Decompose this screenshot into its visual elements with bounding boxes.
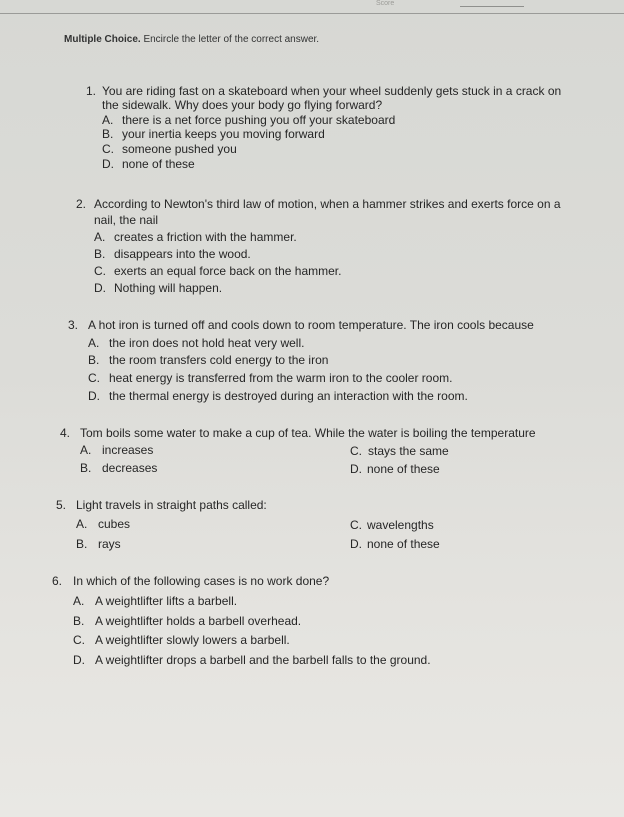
question-text: Tom boils some water to make a cup of tea. While the water is boiling the temperature — [80, 426, 536, 440]
question-number: 6. — [52, 574, 63, 588]
question-text: According to Newton's third law of motion, when a hammer strikes and exerts force on a — [94, 197, 561, 211]
option-letter: C. — [102, 142, 114, 156]
option-letter: D. — [88, 389, 100, 403]
option-letter: C. — [350, 444, 362, 458]
option-text: stays the same — [368, 444, 449, 458]
question-text: the sidewalk. Why does your body go flying forward? — [102, 98, 383, 112]
option-text: none of these — [122, 157, 195, 171]
option-letter: D. — [102, 157, 114, 171]
option-letter: B. — [76, 537, 88, 551]
option-letter: A. — [76, 517, 88, 531]
option-text: A weightlifter lifts a barbell. — [95, 594, 238, 608]
option-letter: C. — [350, 518, 362, 532]
option-letter: D. — [94, 281, 106, 295]
option-letter: C. — [73, 633, 85, 647]
option-letter: B. — [80, 461, 92, 475]
option-text: the iron does not hold heat very well. — [109, 336, 305, 350]
option-text: A weightlifter drops a barbell and the barbell falls to the ground. — [95, 653, 431, 667]
question-number: 3. — [68, 318, 79, 332]
score-blank-line — [460, 6, 524, 7]
question-text: In which of the following cases is no work done? — [73, 574, 330, 588]
option-text: wavelengths — [367, 518, 434, 532]
header-rule — [0, 13, 624, 14]
option-text: A weightlifter holds a barbell overhead. — [95, 614, 302, 628]
question-text: Light travels in straight paths called: — [76, 498, 267, 512]
option-letter: A. — [80, 443, 92, 457]
option-text: increases — [102, 443, 154, 457]
option-text: there is a net force pushing you off your skateboard — [122, 113, 396, 127]
option-text: heat energy is transferred from the warm iron to the cooler room. — [109, 371, 453, 385]
option-letter: B. — [94, 247, 106, 261]
option-letter: C. — [94, 264, 106, 278]
option-letter: A. — [94, 230, 106, 244]
option-text: none of these — [367, 537, 440, 551]
option-text: A weightlifter slowly lowers a barbell. — [95, 633, 290, 647]
option-text: decreases — [102, 461, 158, 475]
instructions-text: Encircle the letter of the correct answer. — [143, 34, 320, 45]
option-text: someone pushed you — [122, 142, 237, 156]
instructions-heading: Multiple Choice. — [64, 34, 141, 45]
option-letter: D. — [350, 462, 362, 476]
option-text: Nothing will happen. — [114, 281, 223, 295]
score-label: Score — [376, 0, 395, 7]
option-text: cubes — [98, 517, 131, 531]
option-text: creates a friction with the hammer. — [114, 230, 297, 244]
option-letter: A. — [102, 113, 114, 127]
question-text: You are riding fast on a skateboard when your wheel suddenly gets stuck in a crack on — [102, 84, 562, 98]
option-letter: B. — [102, 127, 114, 141]
option-letter: A. — [73, 594, 85, 608]
question-text: A hot iron is turned off and cools down to room temperature. The iron cools because — [88, 318, 534, 332]
option-text: none of these — [367, 462, 440, 476]
option-text: disappears into the wood. — [114, 247, 251, 261]
option-text: the room transfers cold energy to the iron — [109, 353, 329, 367]
option-letter: D. — [73, 653, 85, 667]
option-letter: C. — [88, 371, 100, 385]
option-letter: D. — [350, 537, 362, 551]
option-letter: B. — [73, 614, 85, 628]
question-number: 5. — [56, 498, 67, 512]
option-letter: B. — [88, 353, 100, 367]
question-number: 2. — [76, 197, 87, 211]
instructions — [64, 34, 319, 45]
option-letter: A. — [88, 336, 100, 350]
option-text: rays — [98, 537, 121, 551]
question-number: 4. — [60, 426, 71, 440]
question-text: nail, the nail — [94, 213, 159, 227]
option-text: exerts an equal force back on the hammer. — [114, 264, 342, 278]
option-text: the thermal energy is destroyed during an interaction with the room. — [109, 389, 468, 403]
question-number: 1. — [86, 84, 97, 98]
option-text: your inertia keeps you moving forward — [122, 127, 325, 141]
